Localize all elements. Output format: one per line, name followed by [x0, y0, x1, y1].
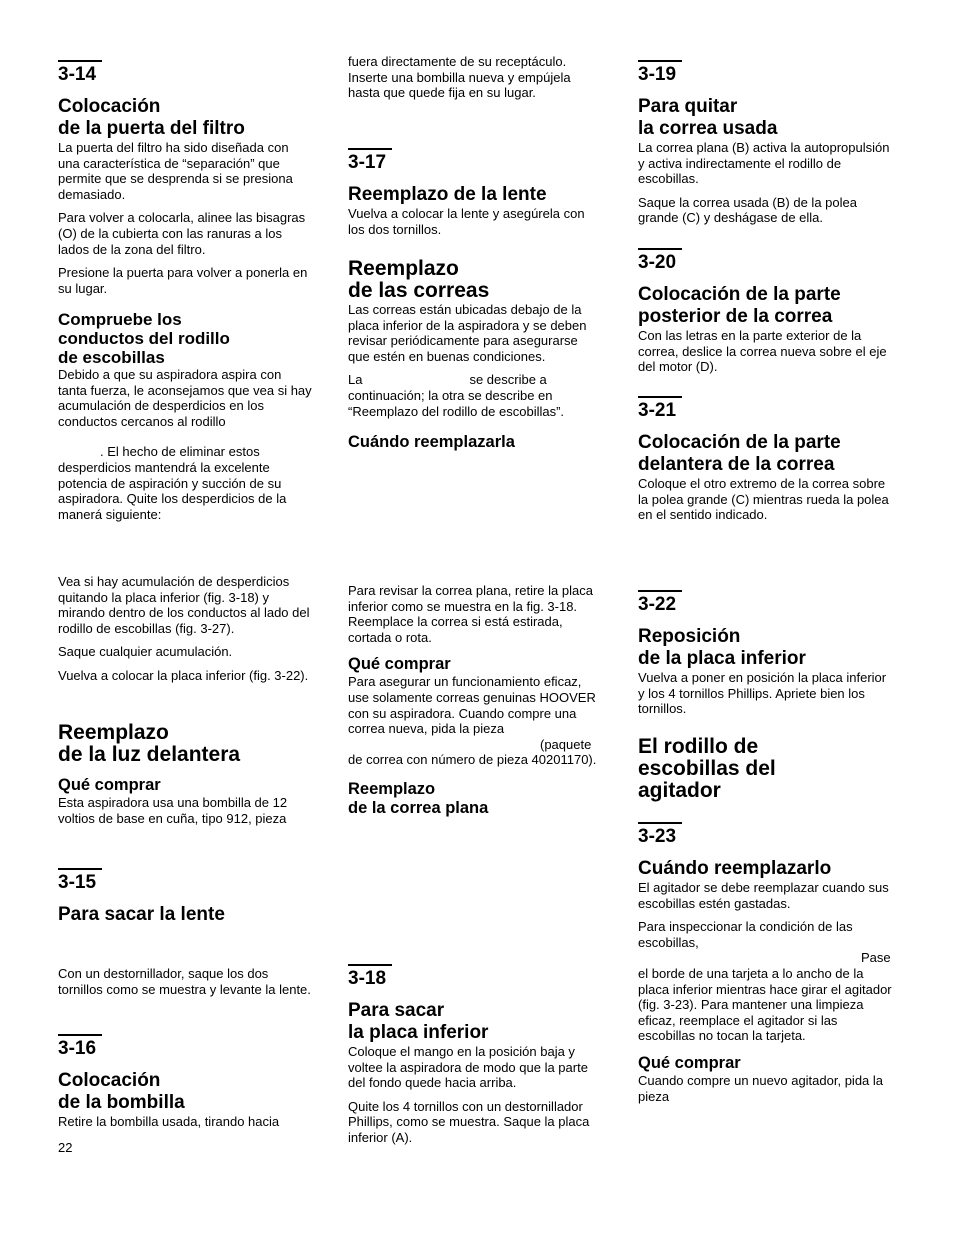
section-title: Cuándo reemplazarlo — [638, 858, 832, 879]
paragraph: Para revisar la correa plana, retire la placa inferior como se muestra en la fig. 3-18. Reemplace la correa si está estirada, cortada o rota. — [348, 583, 593, 645]
paragraph: Vuelva a colocar la placa inferior (fig. 3-22). — [58, 667, 309, 683]
section-title: Para sacar la lente — [58, 904, 225, 925]
section-title: la placa inferior — [348, 1022, 489, 1043]
text-fragment: continuación; la otra se describe en “Reemplazo del rodillo de escobillas”. — [348, 387, 565, 419]
paragraph: Presione la puerta para volver a ponerla en su lugar. — [58, 265, 308, 296]
paragraph — [348, 674, 603, 768]
main-heading: escobillas del — [638, 757, 776, 780]
check-ducts-steps — [58, 574, 313, 684]
text-fragment: La — [348, 372, 363, 388]
paragraph: La puerta del filtro ha sido diseñada con una característica de “separación” que permite que se desprenda si se presiona demasiado. — [58, 140, 293, 202]
paragraph: Esta aspiradora usa una bombilla de 12 voltios de base en cuña, tipo 912, pieza — [58, 795, 288, 826]
section-title: de la bombilla — [58, 1092, 185, 1113]
subsection-title: Cuándo reemplazarla — [348, 433, 515, 452]
section-number: 3-21 — [638, 396, 682, 422]
paragraph: Con las letras en la parte exterior de la correa, deslice la correa nueva sobre el eje del motor (D). — [638, 328, 887, 375]
subsection-title: Qué comprar — [58, 776, 161, 794]
main-heading: Reemplazo — [58, 721, 169, 744]
main-heading: El rodillo de — [638, 735, 759, 758]
paragraph: Coloque el otro extremo de la correa sobre la polea grande (C) mientras rueda la polea en el sentido indicado. — [638, 476, 889, 523]
subsection-title: Qué comprar — [638, 1053, 741, 1072]
text-fragment: el borde de una tarjeta a lo ancho de la placa inferior mientras hace girar el agitador (fig. 3-23). Para mantener una limpieza eficaz, reemplace el agitador si las escobillas no tocan la tarjeta. — [638, 965, 892, 1044]
text-fragment: Para asegurar un funcionamiento eficaz, use solamente correas genuinas HOOVER con su aspiradora. Cuando compre una correa nueva, pida la pieza — [348, 674, 596, 737]
subsection-title: de la correa plana — [348, 798, 489, 817]
section-title: Reemplazo de la lente — [348, 184, 547, 205]
section-title: delantera de la correa — [638, 454, 835, 475]
check-ducts-section — [58, 310, 313, 522]
paragraph: La correa plana (B) activa la autopropulsión y activa indirectamente el rodillo de escobillas. — [638, 140, 890, 187]
section-3-15 — [58, 868, 313, 926]
paragraph: . El hecho de eliminar estos desperdicios mantendrá la excelente potencia de aspiración y succión de su aspiradora. Quite los desperdicios de la manerá siguiente: — [58, 444, 287, 522]
main-heading: Reemplazo — [348, 257, 459, 280]
front-light-section — [58, 722, 313, 826]
paragraph: Cuando compre un nuevo agitador, pida la pieza — [638, 1072, 884, 1104]
main-heading: agitador — [638, 779, 721, 802]
section-title: Colocación — [58, 96, 161, 117]
paragraph: Vuelva a colocar la lente y asegúrela con los dos tornillos. — [348, 206, 585, 237]
section-number: 3-18 — [348, 964, 392, 990]
text-fragment: Para inspeccionar la condición de las escobillas, — [638, 919, 853, 950]
paragraph: Las correas están ubicadas debajo de la placa inferior de la aspiradora y se deben revisar periódicamente para asegurarse que estén en buenas condiciones. — [348, 302, 587, 364]
section-number: 3-22 — [638, 590, 682, 616]
paragraph: Saque cualquier acumulación. — [58, 644, 233, 660]
paragraph: Con un destornillador, saque los dos tornillos como se muestra y levante la lente. — [58, 966, 311, 997]
section-number: 3-14 — [58, 60, 102, 86]
section-3-14 — [58, 60, 313, 296]
section-title: Colocación — [58, 1070, 161, 1091]
section-number: 3-17 — [348, 148, 392, 174]
main-heading: de la luz delantera — [58, 743, 241, 766]
text-fragment: Pase — [861, 950, 891, 966]
when-replace-text — [348, 583, 603, 818]
section-number: 3-15 — [58, 868, 102, 894]
paragraph — [348, 372, 603, 419]
paragraph: fuera directamente de su receptáculo. Inserte una bombilla nueva y empújela hasta que quede fija en su lugar. — [348, 54, 571, 101]
text-fragment: (paquete — [540, 736, 592, 752]
agitator-section — [638, 736, 893, 802]
section-3-17 — [348, 148, 603, 237]
section-title: de la puerta del filtro — [58, 118, 245, 139]
paragraph: Debido a que su aspiradora aspira con tanta fuerza, le aconsejamos que vea si hay acumulación de desperdicios en los conductos cercanos al rodillo — [58, 367, 312, 429]
section-number: 3-16 — [58, 1034, 102, 1060]
subsection-title: conductos del rodillo — [58, 329, 230, 348]
paragraph: Quite los 4 tornillos con un destornillador Phillips, como se muestra. Saque la placa inferior (A). — [348, 1098, 590, 1145]
paragraph: El agitador se debe reemplazar cuando sus escobillas estén gastadas. — [638, 880, 889, 911]
section-number: 3-19 — [638, 60, 682, 86]
section-title: Para sacar — [348, 1000, 445, 1021]
belts-section — [348, 258, 603, 452]
section-3-22 — [638, 590, 893, 717]
section-3-23 — [638, 822, 893, 1104]
paragraph: Retire la bombilla usada, tirando hacia — [58, 1114, 280, 1129]
section-number: 3-23 — [638, 822, 682, 848]
paragraph: Vea si hay acumulación de desperdicios quitando la placa inferior (fig. 3-18) y mirando dentro de los conductos al lado del rodillo de escobillas (fig. 3-27). — [58, 574, 310, 636]
section-title: Reposición — [638, 626, 741, 647]
subsection-title: Compruebe los — [58, 310, 182, 329]
paragraph: Coloque el mango en la posición baja y voltee la aspiradora de modo que la parte del fondo quede hacia arriba. — [348, 1044, 588, 1091]
section-3-18 — [348, 964, 603, 1146]
section-number: 3-20 — [638, 248, 682, 274]
section-title: Colocación de la parte — [638, 284, 841, 305]
section-title: de la placa inferior — [638, 648, 806, 669]
subsection-title: Reemplazo — [348, 779, 436, 798]
subsection-title: de escobillas — [58, 348, 165, 367]
section-3-16 — [58, 1034, 313, 1130]
section-title: posterior de la correa — [638, 306, 833, 327]
text-fragment: de correa con número de pieza 40201170). — [348, 752, 597, 768]
paragraph — [638, 919, 893, 1044]
main-heading: de las correas — [348, 279, 490, 302]
section-3-19 — [638, 60, 893, 226]
continued-text — [348, 54, 603, 101]
section-title: Colocación de la parte — [638, 432, 841, 453]
page-number: 22 — [58, 1140, 73, 1155]
subsection-title: Qué comprar — [348, 655, 451, 674]
paragraph: Saque la correa usada (B) de la polea grande (C) y deshágase de ella. — [638, 194, 857, 226]
section-3-20 — [638, 248, 893, 375]
paragraph: Vuelva a poner en posición la placa inferior y los 4 tornillos Phillips. Apriete bien los tornillos. — [638, 670, 887, 717]
paragraph: Para volver a colocarla, alinee las bisagras (O) de la cubierta con las ranuras a los lados de la zona del filtro. — [58, 210, 306, 257]
text-fragment: se describe a — [469, 372, 547, 388]
section-title: Para quitar — [638, 96, 738, 117]
section-title: la correa usada — [638, 118, 778, 139]
section-3-21 — [638, 396, 893, 523]
section-3-15-text — [58, 966, 313, 997]
